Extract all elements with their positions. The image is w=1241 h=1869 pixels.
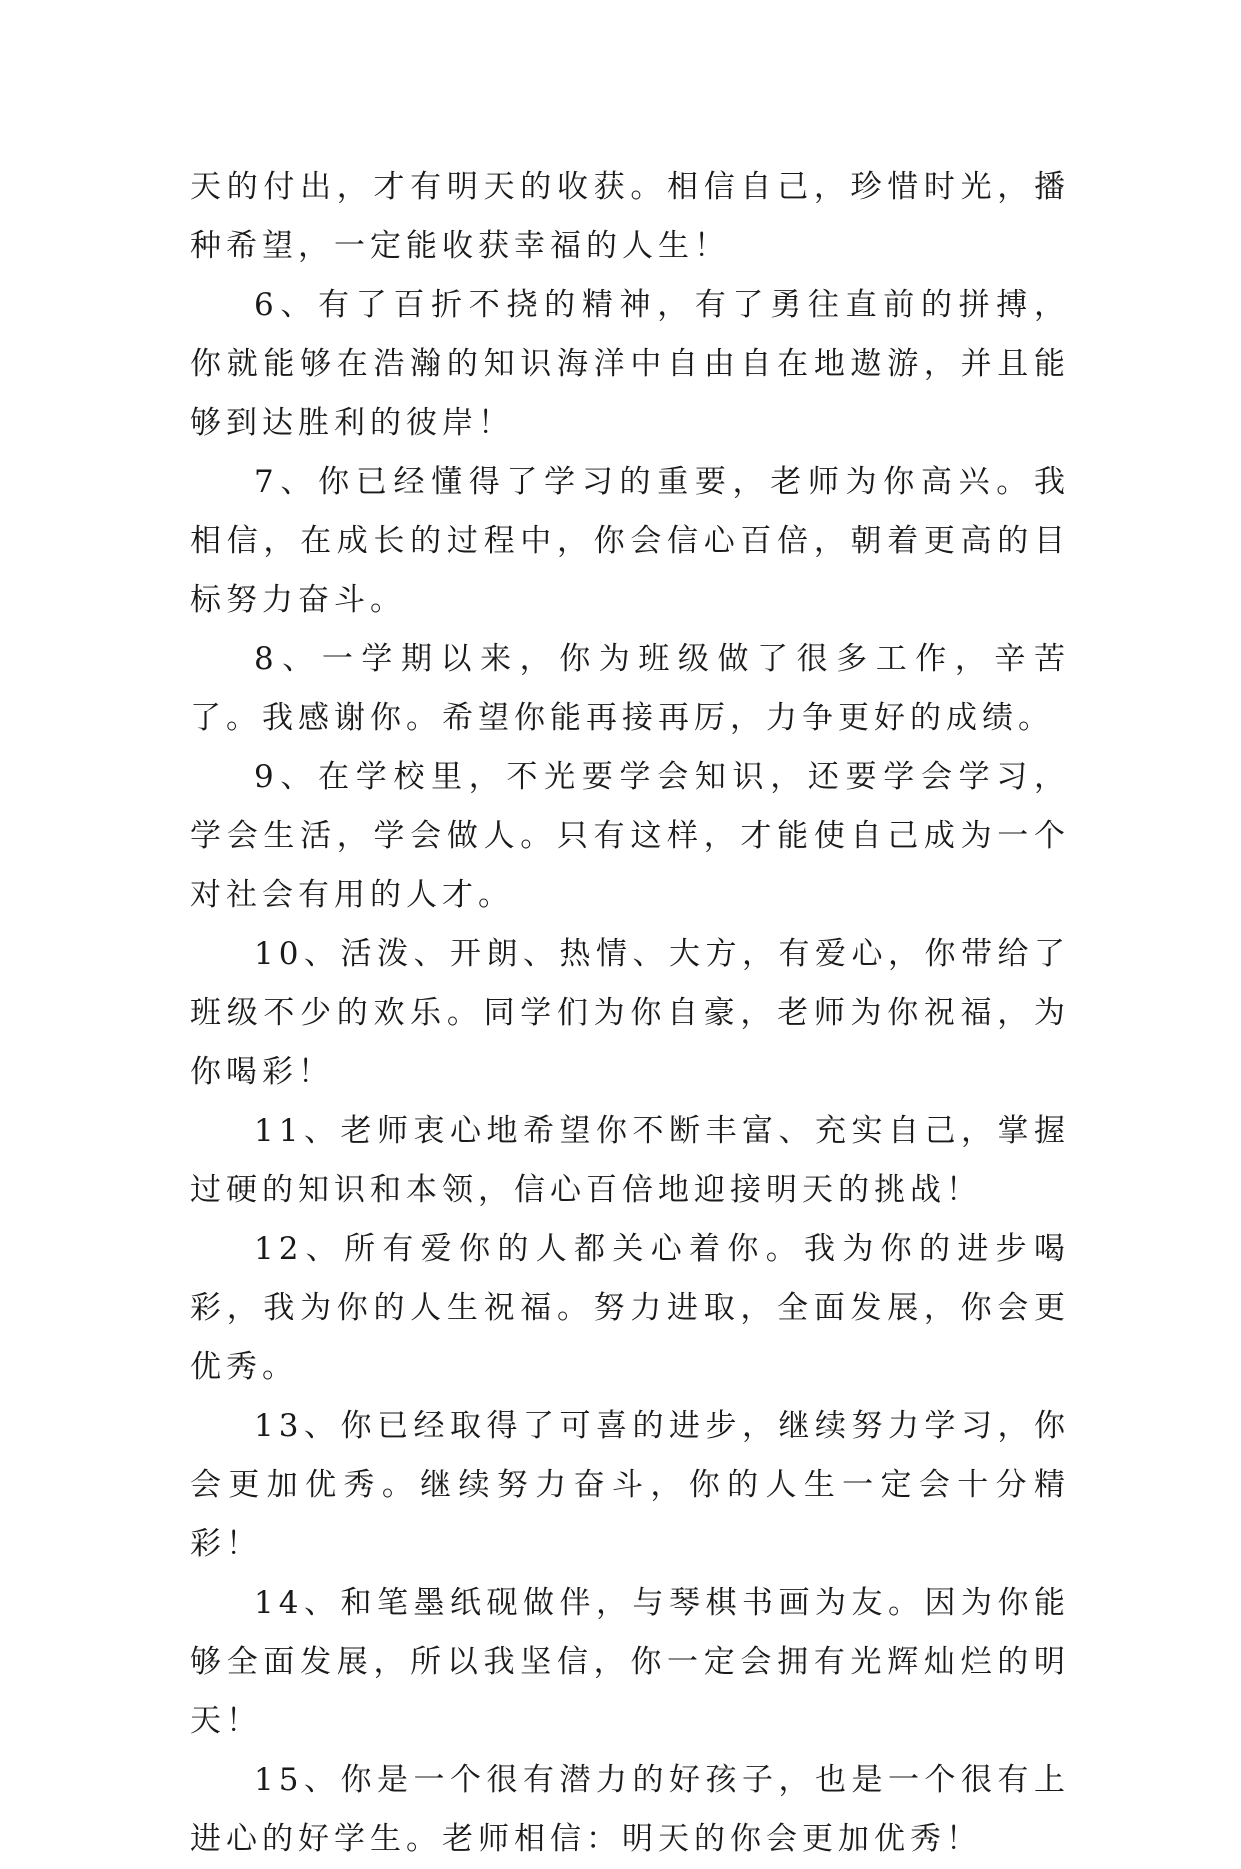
paragraph-11: 11、老师衷心地希望你不断丰富、充实自己，掌握过硬的知识和本领，信心百倍地迎接明天的挑战！ bbox=[190, 1113, 1070, 1208]
paragraph-continuation: 天的付出，才有明天的收获。相信自己，珍惜时光，播种希望，一定能收获幸福的人生！ bbox=[190, 169, 1070, 264]
paragraph-9: 9、在学校里，不光要学会知识，还要学会学习，学会生活，学会做人。只有这样，才能使自己成为一个对社会有用的人才。 bbox=[190, 759, 1070, 913]
paragraph-7: 7、你已经懂得了学习的重要，老师为你高兴。我相信，在成长的过程中，你会信心百倍，朝着更高的目标努力奋斗。 bbox=[190, 464, 1070, 618]
document-body bbox=[190, 158, 1070, 1869]
paragraph-13: 13、你已经取得了可喜的进步，继续努力学习，你会更加优秀。继续努力奋斗，你的人生一定会十分精彩！ bbox=[190, 1408, 1070, 1562]
paragraph-6: 6、有了百折不挠的精神，有了勇往直前的拼搏，你就能够在浩瀚的知识海洋中自由自在地遨游，并且能够到达胜利的彼岸！ bbox=[190, 287, 1070, 441]
paragraph-8: 8、一学期以来，你为班级做了很多工作，辛苦了。我感谢你。希望你能再接再厉，力争更好的成绩。 bbox=[190, 641, 1070, 736]
paragraph-15: 15、你是一个很有潜力的好孩子，也是一个很有上进心的好学生。老师相信：明天的你会更加优秀！ bbox=[190, 1762, 1070, 1857]
paragraph-12: 12、所有爱你的人都关心着你。我为你的进步喝彩，我为你的人生祝福。努力进取，全面发展，你会更优秀。 bbox=[190, 1231, 1070, 1385]
paragraph-10: 10、活泼、开朗、热情、大方，有爱心，你带给了班级不少的欢乐。同学们为你自豪，老师为你祝福，为你喝彩！ bbox=[190, 936, 1070, 1090]
paragraph-14: 14、和笔墨纸砚做伴，与琴棋书画为友。因为你能够全面发展，所以我坚信，你一定会拥有光辉灿烂的明天！ bbox=[190, 1585, 1070, 1739]
